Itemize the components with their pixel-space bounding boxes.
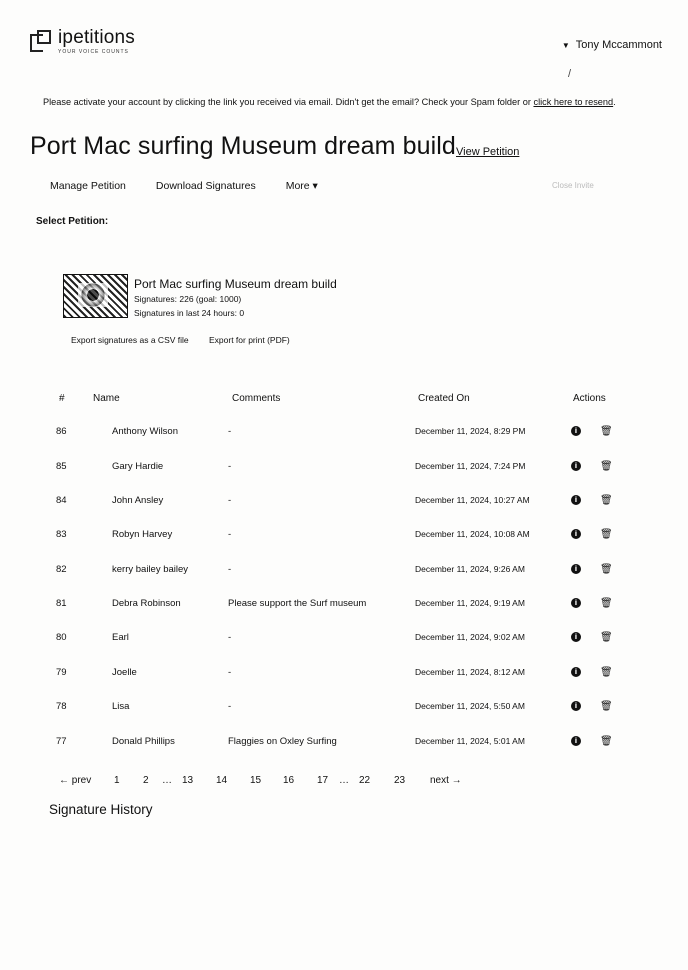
row-num: 80 (56, 632, 67, 643)
row-date: December 11, 2024, 8:29 PM (415, 426, 526, 436)
scan-mark: / (568, 68, 572, 80)
info-icon[interactable]: i (571, 495, 581, 505)
row-num: 85 (56, 461, 67, 472)
trash-icon[interactable]: 🗑 (600, 667, 613, 678)
info-icon[interactable]: i (571, 598, 581, 608)
page-link[interactable]: 14 (216, 775, 228, 786)
trash-icon[interactable]: 🗑 (600, 495, 613, 506)
petition-tabs (50, 180, 318, 192)
page-link[interactable]: 17 (317, 775, 329, 786)
col-header-actions: Actions (573, 393, 606, 404)
row-num: 83 (56, 529, 67, 540)
petition-name[interactable]: Port Mac surfing Museum dream build (134, 277, 337, 291)
signature-history-heading: Signature History (49, 802, 153, 817)
user-name: Tony Mccammont (575, 39, 662, 51)
petition-thumbnail[interactable] (63, 274, 128, 318)
row-date: December 11, 2024, 5:50 AM (415, 701, 525, 711)
row-date: December 11, 2024, 5:01 AM (415, 736, 525, 746)
row-comment: - (228, 701, 232, 712)
page-link[interactable]: 22 (359, 775, 371, 786)
info-icon[interactable]: i (571, 632, 581, 642)
logo[interactable] (28, 28, 135, 55)
table-row (0, 736, 688, 756)
row-num: 77 (56, 736, 67, 747)
col-header-num: # (59, 393, 65, 404)
notice-text: Please activate your account by clicking the link you received via email. Didn't get the email? Check your Spam folder or (43, 97, 534, 107)
row-date: December 11, 2024, 9:26 AM (415, 564, 525, 574)
info-icon[interactable]: i (571, 529, 581, 539)
prev-page-link[interactable]: ← prev (59, 775, 92, 786)
select-petition-label: Select Petition: (36, 216, 109, 227)
row-comment: - (228, 426, 232, 437)
logo-bracket-icon (28, 28, 52, 52)
col-header-created: Created On (418, 393, 470, 404)
page-link[interactable]: 23 (394, 775, 406, 786)
row-num: 78 (56, 701, 67, 712)
row-date: December 11, 2024, 9:19 AM (415, 598, 525, 608)
row-num: 82 (56, 564, 67, 575)
row-name: John Ansley (112, 495, 164, 506)
row-name: Robyn Harvey (112, 529, 173, 540)
row-date: December 11, 2024, 9:02 AM (415, 632, 525, 642)
caret-down-icon: ▼ (561, 40, 570, 50)
pagination (0, 775, 688, 791)
page-link[interactable]: 15 (250, 775, 262, 786)
info-icon[interactable]: i (571, 426, 581, 436)
table-row (0, 667, 688, 687)
info-icon[interactable]: i (571, 701, 581, 711)
col-header-name: Name (93, 393, 120, 404)
table-row (0, 564, 688, 584)
trash-icon[interactable]: 🗑 (600, 632, 613, 643)
row-comment: Please support the Surf museum (228, 598, 367, 609)
info-icon[interactable]: i (571, 461, 581, 471)
trash-icon[interactable]: 🗑 (600, 701, 613, 712)
user-menu[interactable] (562, 39, 662, 51)
table-row (0, 529, 688, 549)
row-comment: - (228, 564, 232, 575)
logo-tagline: YOUR VOICE COUNTS (58, 49, 129, 55)
table-row (0, 495, 688, 515)
row-name: Earl (112, 632, 129, 643)
trash-icon[interactable]: 🗑 (600, 564, 613, 575)
row-date: December 11, 2024, 10:08 AM (415, 529, 530, 539)
row-comment: - (228, 667, 232, 678)
logo-text: ipetitions (58, 27, 135, 48)
page-link[interactable]: 13 (182, 775, 194, 786)
row-name: Debra Robinson (112, 598, 181, 609)
table-row (0, 461, 688, 481)
tab-manage-petition[interactable]: Manage Petition (50, 180, 126, 192)
petition-signature-count: Signatures: 226 (goal: 1000) (134, 294, 242, 304)
trash-icon[interactable]: 🗑 (600, 426, 613, 437)
faint-text: Close Invite (552, 181, 594, 190)
table-row (0, 701, 688, 721)
row-comment: Flaggies on Oxley Surfing (228, 736, 337, 747)
petition-last-24h: Signatures in last 24 hours: 0 (134, 308, 245, 318)
export-csv-link[interactable]: Export signatures as a CSV file (71, 335, 189, 345)
row-name: Joelle (112, 667, 137, 678)
row-comment: - (228, 632, 232, 643)
trash-icon[interactable]: 🗑 (600, 736, 613, 747)
info-icon[interactable]: i (571, 736, 581, 746)
notice-end: . (613, 97, 616, 107)
tab-download-signatures[interactable]: Download Signatures (155, 180, 256, 192)
row-date: December 11, 2024, 10:27 AM (415, 495, 530, 505)
row-name: Gary Hardie (112, 461, 164, 472)
table-row (0, 598, 688, 618)
activation-notice (43, 97, 616, 107)
row-num: 81 (56, 598, 67, 609)
page-ellipsis: … (339, 775, 349, 786)
col-header-comments: Comments (232, 393, 281, 404)
row-num: 79 (56, 667, 67, 678)
table-row (0, 632, 688, 652)
tab-more[interactable]: More ▾ (285, 180, 318, 192)
row-date: December 11, 2024, 7:24 PM (415, 461, 526, 471)
info-icon[interactable]: i (571, 667, 581, 677)
row-comment: - (228, 529, 232, 540)
info-icon[interactable]: i (571, 564, 581, 574)
next-page-link[interactable]: next → (430, 775, 462, 786)
trash-icon[interactable]: 🗑 (600, 598, 613, 609)
page-title: Port Mac surfing Museum dream build (30, 132, 456, 160)
page-link[interactable]: 1 (114, 775, 120, 786)
page-ellipsis: … (162, 775, 172, 786)
row-name: Donald Phillips (112, 736, 175, 747)
trash-icon[interactable]: 🗑 (600, 529, 613, 540)
view-petition-link[interactable]: View Petition (456, 146, 520, 158)
page-link[interactable]: 2 (143, 775, 149, 786)
page-link[interactable]: 16 (283, 775, 295, 786)
resend-link[interactable]: click here to resend (533, 97, 614, 107)
row-date: December 11, 2024, 8:12 AM (415, 667, 525, 677)
row-comment: - (228, 461, 232, 472)
table-row (0, 426, 688, 446)
row-num: 84 (56, 495, 67, 506)
row-num: 86 (56, 426, 67, 437)
row-name: Anthony Wilson (112, 426, 179, 437)
row-comment: - (228, 495, 232, 506)
trash-icon[interactable]: 🗑 (600, 461, 613, 472)
row-name: Lisa (112, 701, 130, 712)
export-pdf-link[interactable]: Export for print (PDF) (209, 335, 290, 345)
row-name: kerry bailey bailey (112, 564, 189, 575)
